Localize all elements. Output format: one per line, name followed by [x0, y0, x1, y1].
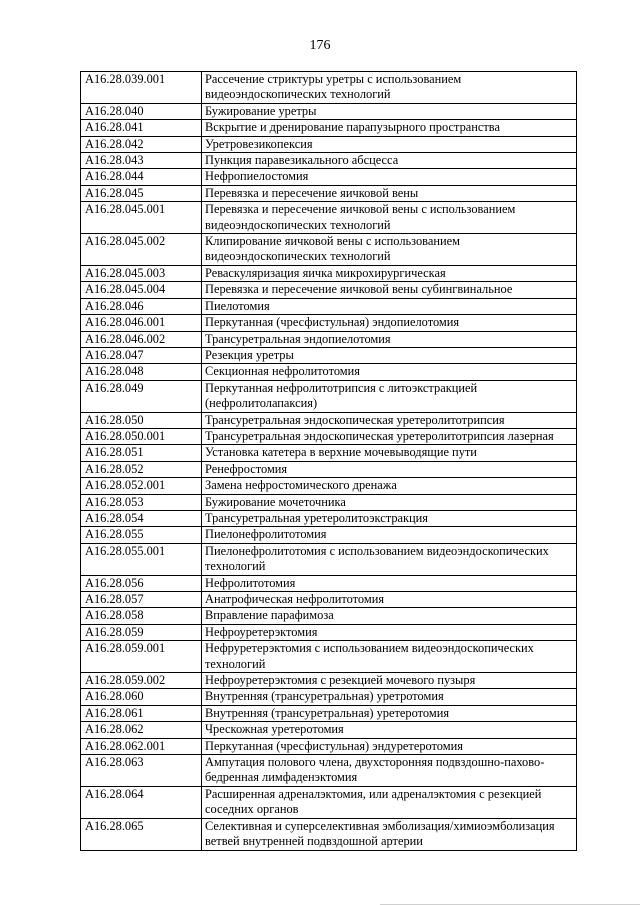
- page-number: 176: [309, 38, 331, 53]
- service-name-cell: Перкутанная (чресфистульная) эндопиелотомия: [202, 315, 577, 331]
- service-name-cell: Вправление парафимоза: [202, 608, 577, 624]
- table-row: [81, 331, 577, 347]
- table-row: [81, 755, 577, 787]
- service-code-cell: A16.28.055.001: [81, 543, 202, 575]
- service-code-cell: A16.28.045.003: [81, 265, 202, 281]
- service-code-cell: A16.28.058: [81, 608, 202, 624]
- service-name-cell: Ренефростомия: [202, 461, 577, 477]
- service-name-cell: Внутренняя (трансуретральная) уретротомия: [202, 689, 577, 705]
- service-code-cell: A16.28.046.002: [81, 331, 202, 347]
- service-code-cell: A16.28.045.004: [81, 282, 202, 298]
- table-row: [81, 592, 577, 608]
- service-name-cell: Перкутанная (чресфистульная) эндуретеротомия: [202, 738, 577, 754]
- service-name-cell: Нефроуретерэктомия с резекцией мочевого пузыря: [202, 673, 577, 689]
- table-row: [81, 673, 577, 689]
- table-row: [81, 380, 577, 412]
- service-code-cell: A16.28.043: [81, 153, 202, 169]
- service-code-cell: A16.28.064: [81, 786, 202, 818]
- service-code-cell: A16.28.048: [81, 364, 202, 380]
- service-name-cell: Перевязка и пересечение яичковой вены: [202, 185, 577, 201]
- service-name-cell: Клипирование яичковой вены с использованием видеоэндоскопических технологий: [202, 234, 577, 266]
- table-row: [81, 72, 577, 104]
- service-code-cell: A16.28.050.001: [81, 428, 202, 444]
- table-row: [81, 136, 577, 152]
- service-name-cell: Бужирование мочеточника: [202, 494, 577, 510]
- table-row: [81, 641, 577, 673]
- table-row: [81, 234, 577, 266]
- service-code-cell: A16.28.040: [81, 103, 202, 119]
- table-row: [81, 478, 577, 494]
- service-name-cell: Уретровезикопексия: [202, 136, 577, 152]
- service-code-cell: A16.28.055: [81, 527, 202, 543]
- table-row: [81, 461, 577, 477]
- table-row: [81, 428, 577, 444]
- service-name-cell: Резекция уретры: [202, 347, 577, 363]
- table-row: [81, 494, 577, 510]
- table-row: [81, 818, 577, 850]
- service-name-cell: Ампутация полового члена, двухсторонняя подвздошно-пахово-бедренная лимфаденэктомия: [202, 755, 577, 787]
- service-name-cell: Пункция паравезикального абсцесса: [202, 153, 577, 169]
- service-name-cell: Реваскуляризация яичка микрохирургическая: [202, 265, 577, 281]
- table-row: [81, 169, 577, 185]
- table-row: [81, 298, 577, 314]
- service-code-cell: A16.28.059.001: [81, 641, 202, 673]
- table-row: [81, 412, 577, 428]
- service-codes-table: [80, 71, 577, 851]
- service-name-cell: Чрескожная уретеротомия: [202, 722, 577, 738]
- service-code-cell: A16.28.057: [81, 592, 202, 608]
- table-row: [81, 738, 577, 754]
- table-row: [81, 364, 577, 380]
- service-code-cell: A16.28.056: [81, 575, 202, 591]
- table-row: [81, 575, 577, 591]
- service-name-cell: Рассечение стриктуры уретры с использованием видеоэндоскопических технологий: [202, 72, 577, 104]
- service-code-cell: A16.28.062: [81, 722, 202, 738]
- service-name-cell: Установка катетера в верхние мочевыводящие пути: [202, 445, 577, 461]
- service-code-cell: A16.28.041: [81, 120, 202, 136]
- service-code-cell: A16.28.044: [81, 169, 202, 185]
- service-code-cell: A16.28.059.002: [81, 673, 202, 689]
- service-code-cell: A16.28.045.001: [81, 202, 202, 234]
- service-name-cell: Секционная нефролитотомия: [202, 364, 577, 380]
- table-row: [81, 202, 577, 234]
- table-body: [81, 72, 577, 851]
- service-name-cell: Нефруретерэктомия с использованием видеоэндоскопических технологий: [202, 641, 577, 673]
- service-code-cell: A16.28.054: [81, 510, 202, 526]
- service-code-cell: A16.28.042: [81, 136, 202, 152]
- table-row: [81, 445, 577, 461]
- service-name-cell: Селективная и суперселективная эмболизация/химиоэмболизация ветвей внутренней подвздошной артерии: [202, 818, 577, 850]
- service-code-cell: A16.28.045: [81, 185, 202, 201]
- table-row: [81, 153, 577, 169]
- service-name-cell: Анатрофическая нефролитотомия: [202, 592, 577, 608]
- service-code-cell: A16.28.062.001: [81, 738, 202, 754]
- service-code-cell: A16.28.061: [81, 705, 202, 721]
- service-name-cell: Пиелонефролитотомия с использованием видеоэндоскопических технологий: [202, 543, 577, 575]
- service-name-cell: Трансуретральная эндопиелотомия: [202, 331, 577, 347]
- service-code-cell: A16.28.059: [81, 624, 202, 640]
- table-row: [81, 624, 577, 640]
- service-name-cell: Расширенная адреналэктомия, или адреналэктомия с резекцией соседних органов: [202, 786, 577, 818]
- service-code-cell: A16.28.039.001: [81, 72, 202, 104]
- service-code-cell: A16.28.065: [81, 818, 202, 850]
- table-row: [81, 282, 577, 298]
- service-code-cell: A16.28.060: [81, 689, 202, 705]
- service-code-cell: A16.28.049: [81, 380, 202, 412]
- service-code-cell: A16.28.047: [81, 347, 202, 363]
- table-row: [81, 315, 577, 331]
- table-row: [81, 347, 577, 363]
- table-row: [81, 722, 577, 738]
- service-name-cell: Бужирование уретры: [202, 103, 577, 119]
- table-row: [81, 527, 577, 543]
- service-code-cell: A16.28.053: [81, 494, 202, 510]
- service-code-cell: A16.28.052.001: [81, 478, 202, 494]
- service-name-cell: Трансуретральная эндоскопическая уретеролитотрипсия: [202, 412, 577, 428]
- table-row: [81, 185, 577, 201]
- service-name-cell: Перевязка и пересечение яичковой вены с использованием видеоэндоскопических технологий: [202, 202, 577, 234]
- service-code-cell: A16.28.050: [81, 412, 202, 428]
- service-code-cell: A16.28.052: [81, 461, 202, 477]
- table-row: [81, 786, 577, 818]
- service-name-cell: Пиелотомия: [202, 298, 577, 314]
- table-row: [81, 543, 577, 575]
- table-row: [81, 608, 577, 624]
- table-row: [81, 705, 577, 721]
- table-row: [81, 265, 577, 281]
- service-name-cell: Нефролитотомия: [202, 575, 577, 591]
- table-row: [81, 103, 577, 119]
- service-code-cell: A16.28.063: [81, 755, 202, 787]
- service-name-cell: Перевязка и пересечение яичковой вены субингвинальное: [202, 282, 577, 298]
- service-name-cell: Вскрытие и дренирование парапузырного пространства: [202, 120, 577, 136]
- service-name-cell: Внутренняя (трансуретральная) уретеротомия: [202, 705, 577, 721]
- service-code-cell: A16.28.051: [81, 445, 202, 461]
- service-name-cell: Трансуретральная уретеролитоэкстракция: [202, 510, 577, 526]
- table-row: [81, 510, 577, 526]
- table-row: [81, 689, 577, 705]
- service-name-cell: Перкутанная нефролитотрипсия с литоэкстракцией (нефролитолапаксия): [202, 380, 577, 412]
- service-name-cell: Нефроуретерэктомия: [202, 624, 577, 640]
- service-name-cell: Пиелонефролитотомия: [202, 527, 577, 543]
- service-code-cell: A16.28.045.002: [81, 234, 202, 266]
- service-code-cell: A16.28.046.001: [81, 315, 202, 331]
- service-name-cell: Нефропиелостомия: [202, 169, 577, 185]
- service-name-cell: Трансуретральная эндоскопическая уретеролитотрипсия лазерная: [202, 428, 577, 444]
- service-name-cell: Замена нефростомического дренажа: [202, 478, 577, 494]
- service-code-cell: A16.28.046: [81, 298, 202, 314]
- table-row: [81, 120, 577, 136]
